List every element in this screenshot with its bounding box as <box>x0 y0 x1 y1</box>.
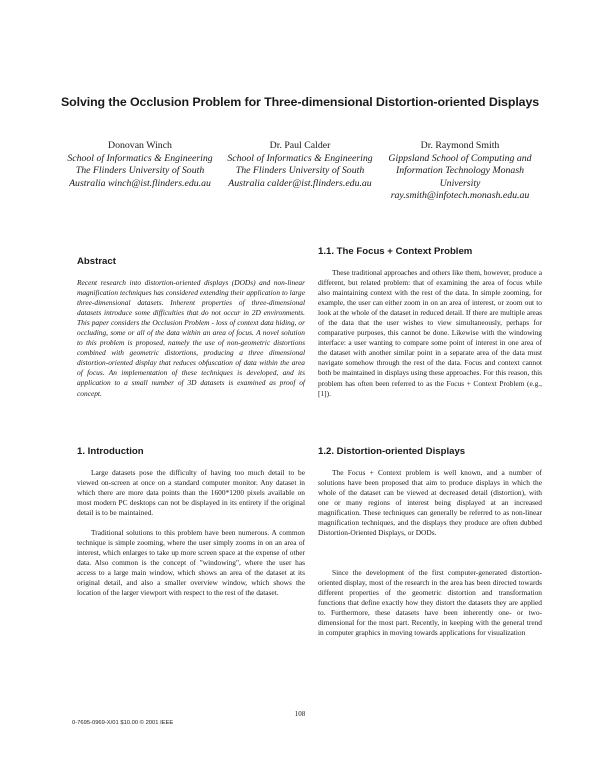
introduction-heading: 1. Introduction <box>77 446 144 457</box>
author-1 <box>60 140 220 190</box>
author-name: Donovan Winch <box>108 140 172 151</box>
author-affiliation: Gippsland School of Computing and Information Technology Monash University ray.smith@infotech.monash.edu.au <box>388 152 532 202</box>
abstract-heading: Abstract <box>77 256 116 267</box>
section-1-2-paragraph-1: The Focus + Context problem is well known, and a number of solutions have been proposed that aim to produce displays in which the whole of the dataset can be viewed at decreased detail (distortion), with one or many regions of interest being displayed at an increased magnification. These techniques can generally be referred to as non-linear magnification techniques, and the displays they produce are often dubbed Distortion-Oriented Displays, or DODs. <box>318 468 542 538</box>
introduction-paragraph-2: Traditional solutions to this problem have been numerous. A common technique is simple zooming, where the user simply zooms in on an area of interest, which enlarges to take up more screen space at the expense of other data. Also common is the concept of "windowing", where the user has access to a large main window, which shows an area of the dataset at its original detail, and also a smaller overview window, which shows the location of the larger viewport with respect to the rest of the dataset. <box>77 528 305 598</box>
section-1-1-heading: 1.1. The Focus + Context Problem <box>318 246 473 257</box>
author-2 <box>220 140 380 190</box>
author-name: Dr. Raymond Smith <box>420 140 500 151</box>
author-affiliation: School of Informatics & Engineering The Flinders University of South Australia calder@ist.flinders.edu.au <box>227 152 373 189</box>
page-number: 108 <box>294 710 306 718</box>
section-1-1-text: These traditional approaches and others like them, however, produce a different, but related problem: that of examining the area of focus while also maintaining context with the rest of the data. In simple zooming, for example, the user can either zoom in on an area of interest, or zoom out to look at the whole of the dataset in reduced detail. If there are multiple areas of the data that the user wishes to view simultaneously, perhaps for comparative purposes, this cannot be done. Likewise with the windowing interface: a user wanting to compare some point of interest in one area of the dataset with another similar point in a separate area of the data must navigate somehow through the rest of the data. Focus and context cannot both be maintained in displays using these approaches. For this reason, this problem has often been referred to as the Focus + Context Problem (e.g., [1]). <box>318 268 542 398</box>
section-1-2-paragraph-2: Since the development of the first computer-generated distortion-oriented display, most of the research in the area has been directed towards different properties of the geometric distortion and transformation functions that define exactly how they distort the datasets they are applied to. Furthermore, these datasets have been inherently one- or two- dimensional for the most part. Recently, in keeping with the general trend in computer graphics in moving towards applications for visualization <box>318 568 542 638</box>
abstract-text: Recent research into distortion-oriented displays (DODs) and non-linear magnification techniques has considered extending their application to large three-dimensional datasets. Inherent properties of three-dimensional datasets introduce some difficulties that do not occur in 2D environments. This paper considers the Occlusion Problem - loss of context data hiding, or occluding, some or all of the data within an area of focus. A novel solution to this problem is proposed, namely the use of non-geometric distortions combined with geometric distortions, producing a three dimensional distortion-oriented display that reduces obfuscation of data within the area of focus. An implementation of these techniques is developed, and its application to a small number of 3D datasets is examined as proof of concept. <box>77 278 305 398</box>
section-1-2-heading: 1.2. Distortion-oriented Displays <box>318 446 466 457</box>
author-name: Dr. Paul Calder <box>269 140 331 151</box>
paper-title: Solving the Occlusion Problem for Three-dimensional Distortion-oriented Displays <box>60 95 540 109</box>
introduction-paragraph-1: Large datasets pose the difficulty of having too much detail to be viewed on-screen at once on a standard computer monitor. Any dataset in which there are more data points than the 1600*1200 pixels available on most modern PC desktops can not be displayed in its entirety if the original detail is to be maintained. <box>77 468 305 518</box>
author-3 <box>380 140 540 203</box>
copyright-footer: 0-7695-0969-X/01 $10.00 © 2001 IEEE <box>72 720 174 726</box>
author-affiliation: School of Informatics & Engineering The Flinders University of South Australia winch@ist.flinders.edu.au <box>67 152 213 189</box>
